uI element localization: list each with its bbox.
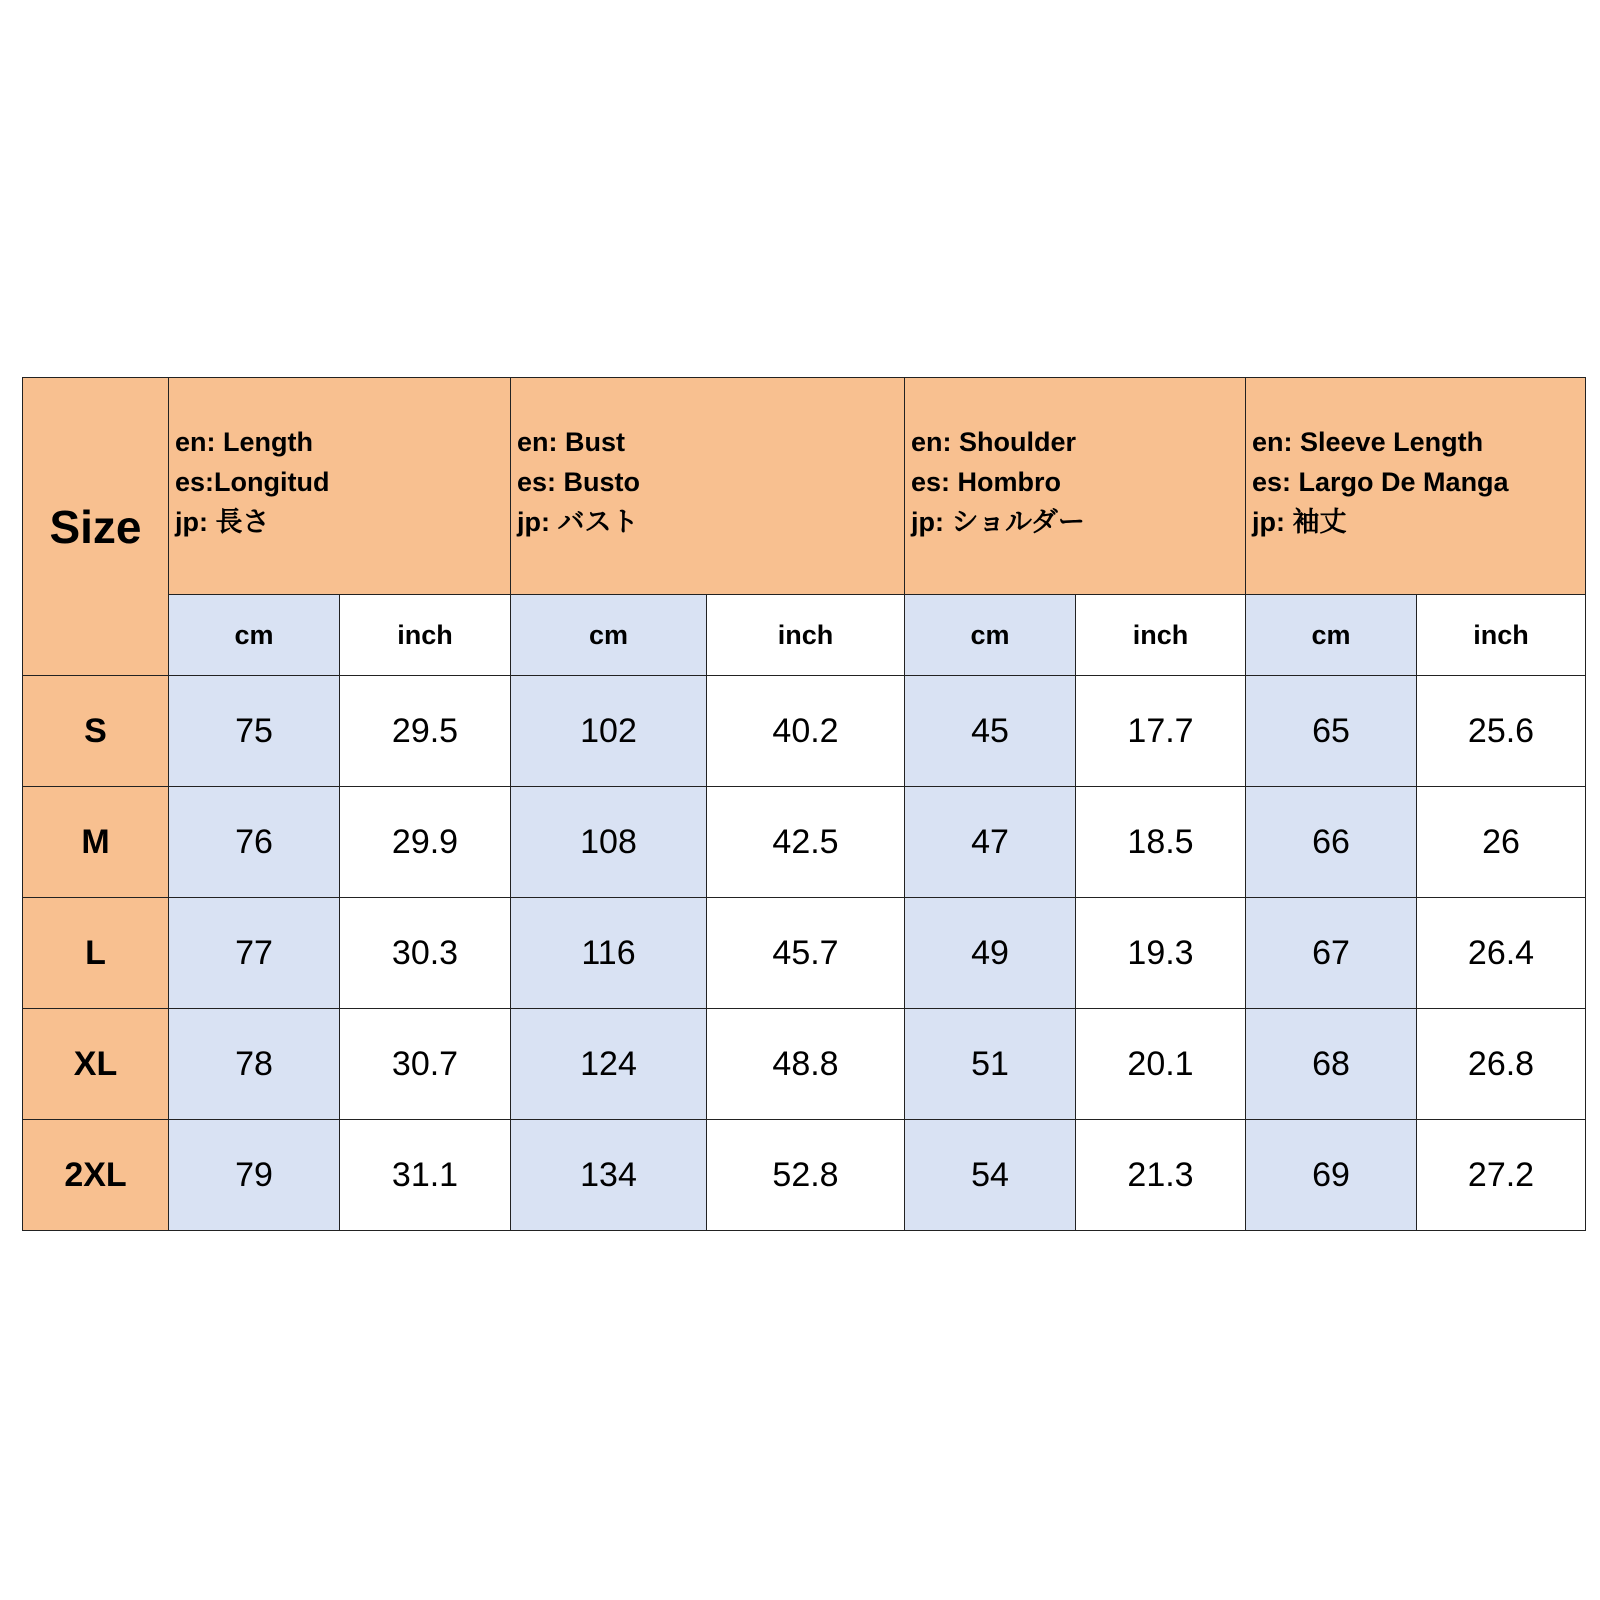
size-label: S (23, 676, 169, 787)
table-cell: 30.3 (340, 898, 511, 1009)
sleeve-length-header-en: en: Sleeve Length (1252, 427, 1484, 457)
table-cell: 17.7 (1076, 676, 1246, 787)
shoulder-header-es: es: Hombro (911, 467, 1062, 497)
table-cell: 40.2 (707, 676, 905, 787)
size-column-header: Size (23, 378, 169, 676)
table-cell: 42.5 (707, 787, 905, 898)
shoulder-header-jp: jp: ショルダー (911, 507, 1085, 537)
unit-row (23, 595, 1586, 676)
size-label: L (23, 898, 169, 1009)
bust-header-jp: jp: バスト (517, 507, 639, 537)
length-header-en: en: Length (175, 427, 313, 457)
unit-inch-sleeve: inch (1417, 595, 1586, 676)
shoulder-header-en: en: Shoulder (911, 427, 1077, 457)
unit-inch-shoulder: inch (1076, 595, 1246, 676)
table-cell: 67 (1246, 898, 1417, 1009)
unit-cm-sleeve: cm (1246, 595, 1417, 676)
table-cell: 29.5 (340, 676, 511, 787)
shoulder-header (905, 378, 1246, 595)
size-chart-table (22, 377, 1586, 1231)
table-row (23, 676, 1586, 787)
sleeve-length-header (1246, 378, 1586, 595)
table-cell: 27.2 (1417, 1120, 1586, 1231)
table-cell: 29.9 (340, 787, 511, 898)
table-cell: 47 (905, 787, 1076, 898)
table-cell: 31.1 (340, 1120, 511, 1231)
table-cell: 54 (905, 1120, 1076, 1231)
unit-cm-length: cm (169, 595, 340, 676)
unit-cm-bust: cm (511, 595, 707, 676)
table-row (23, 898, 1586, 1009)
bust-header-es: es: Busto (517, 467, 641, 497)
length-header (169, 378, 511, 595)
table-cell: 79 (169, 1120, 340, 1231)
bust-header-en: en: Bust (517, 427, 626, 457)
table-cell: 65 (1246, 676, 1417, 787)
table-cell: 134 (511, 1120, 707, 1231)
length-header-jp: jp: 長さ (175, 507, 270, 537)
table-cell: 26 (1417, 787, 1586, 898)
sleeve-length-header-jp: jp: 袖丈 (1252, 507, 1347, 537)
table-cell: 52.8 (707, 1120, 905, 1231)
header-row (23, 378, 1586, 595)
size-label: M (23, 787, 169, 898)
table-cell: 45 (905, 676, 1076, 787)
table-cell: 68 (1246, 1009, 1417, 1120)
size-label: XL (23, 1009, 169, 1120)
table-cell: 20.1 (1076, 1009, 1246, 1120)
unit-inch-bust: inch (707, 595, 905, 676)
table-cell: 30.7 (340, 1009, 511, 1120)
table-cell: 26.4 (1417, 898, 1586, 1009)
table-cell: 48.8 (707, 1009, 905, 1120)
table-cell: 77 (169, 898, 340, 1009)
sleeve-length-header-es: es: Largo De Manga (1252, 467, 1509, 497)
table-cell: 25.6 (1417, 676, 1586, 787)
table-cell: 19.3 (1076, 898, 1246, 1009)
bust-header (511, 378, 905, 595)
table-cell: 18.5 (1076, 787, 1246, 898)
table-cell: 26.8 (1417, 1009, 1586, 1120)
unit-inch-length: inch (340, 595, 511, 676)
table-cell: 78 (169, 1009, 340, 1120)
table-cell: 76 (169, 787, 340, 898)
table-cell: 45.7 (707, 898, 905, 1009)
table-cell: 108 (511, 787, 707, 898)
table-row (23, 1009, 1586, 1120)
table-cell: 75 (169, 676, 340, 787)
table-row (23, 1120, 1586, 1231)
length-header-es: es:Longitud (175, 467, 330, 497)
table-cell: 69 (1246, 1120, 1417, 1231)
table-cell: 21.3 (1076, 1120, 1246, 1231)
size-label: 2XL (23, 1120, 169, 1231)
table-cell: 49 (905, 898, 1076, 1009)
unit-cm-shoulder: cm (905, 595, 1076, 676)
table-cell: 102 (511, 676, 707, 787)
table-row (23, 787, 1586, 898)
table-cell: 124 (511, 1009, 707, 1120)
table-cell: 116 (511, 898, 707, 1009)
table-cell: 51 (905, 1009, 1076, 1120)
table-cell: 66 (1246, 787, 1417, 898)
